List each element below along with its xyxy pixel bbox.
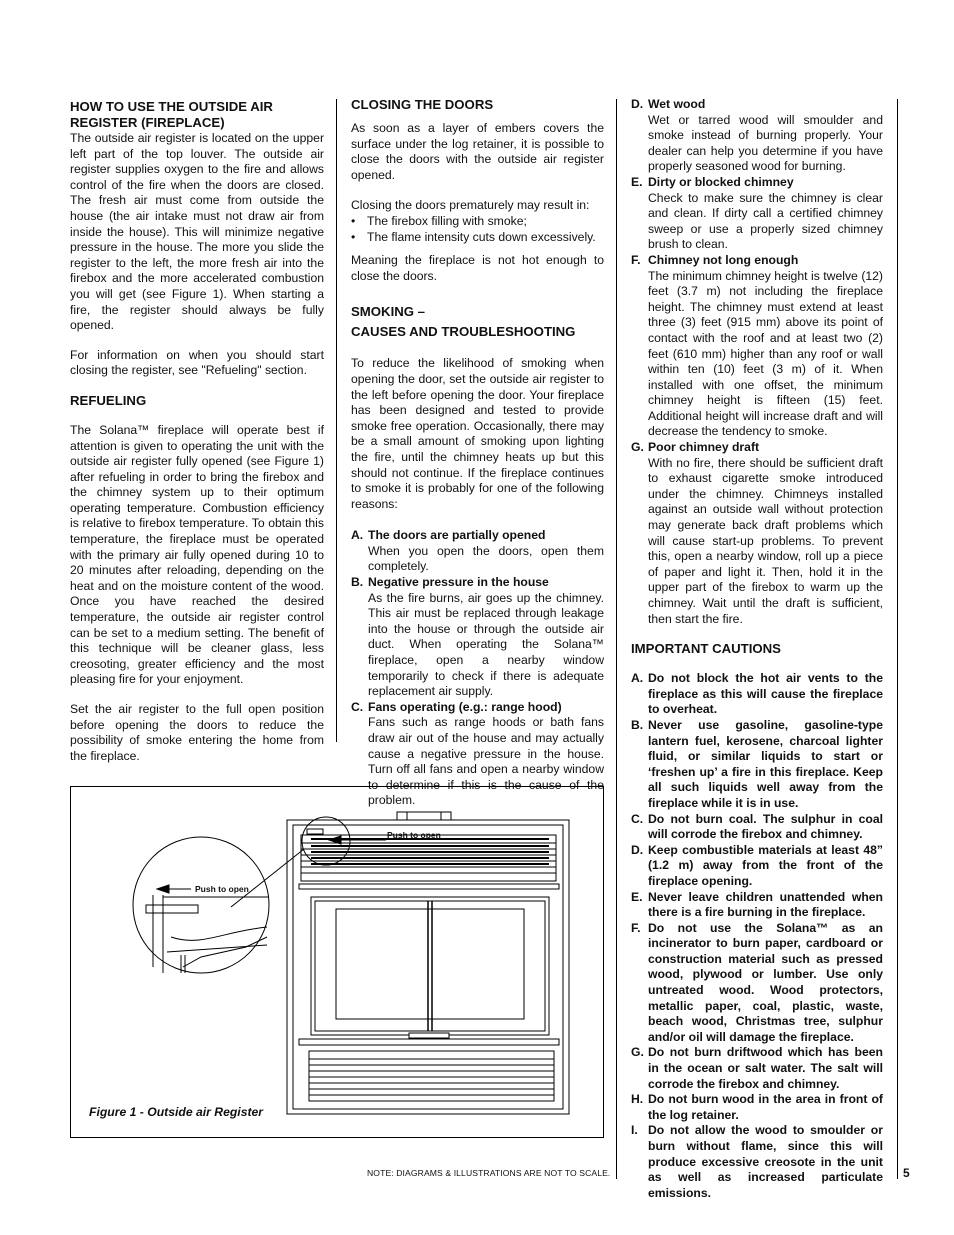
caution-item: C. Do not burn coal. The sulphur in coal will corrode the firebox and chimney. (631, 811, 883, 842)
figure-1-box (70, 786, 604, 1138)
column-divider-3 (897, 99, 898, 1179)
cause-item-e: E. Dirty or blocked chimney Check to make sure the chimney is clear and clean. If dirty call a certified chimney sweep or use a properly sized chimney brush to clean. (631, 174, 883, 252)
para-smoking: To reduce the likelihood of smoking when opening the door, set the outside air register to the left before opening the door. Your fireplace has been designed and tested to provide smoke free operation. Occasionally, there may be a small amount of smoking upon lighting the fire, until the chimney heats up but this should not continue. If the fireplace continues to smoke it is probably for one of the following reasons: (351, 356, 604, 511)
cause-item-a: A. The doors are partially opened When you open the doors, open them completely. (351, 528, 604, 574)
heading-refueling: REFUELING (70, 392, 147, 408)
cause-item-g: G. Poor chimney draft With no fire, there should be sufficient draft to exhaust cigarette smoke introduced under the chimney. Chimneys installed against an outside wall without protection may generate back draft problems which will cause start-up problems. To prevent this, open a nearby window, roll up a piece of paper and light it. Then, hold it in the upper part of the firebox to warm up the chimney. Wait until the draft is sufficient, then start the fire. (631, 440, 883, 626)
para-meaning: Meaning the fireplace is not hot enough to close the doors. (351, 253, 604, 283)
fireplace-diagram (71, 787, 603, 1137)
caution-item: B. Never use gasoline, gasoline-type lantern fuel, kerosene, charcoal lighter fluid, or similar liquids to start or ‘freshen up’ a fire in this fireplace. Keep all such liquids well away from the fireplace while it is in use. (631, 717, 883, 810)
para-set-register: Set the air register to the full open position before opening the doors to reduce the possibility of smoke entering the home from the fireplace. (70, 702, 324, 763)
caution-item: F. Do not use the Solana™ as an incinerator to burn paper, cardboard or construction material such as pressed wood, plywood or lumber. Use only untreated wood. Wood protectors, metallic paper, coal, plastic, waste, beach wood, Christmas tree, sulphur and/or oil will damage the fireplace. (631, 920, 883, 1044)
para-closing-premature: Closing the doors prematurely may result in: (351, 198, 590, 213)
bullet-item: • The firebox filling with smoke; (351, 213, 527, 228)
column-divider-1 (336, 99, 337, 742)
bullet-item: • The flame intensity cuts down excessively. (351, 229, 596, 244)
causes-list-2 (631, 97, 883, 627)
para-register-info: For information on when you should start closing the register, see "Refueling" section. (70, 347, 324, 378)
causes-list-1 (351, 528, 604, 809)
para-refueling: The Solana™ fireplace will operate best if attention is given to operating the unit with the outside air register fully opened (see Figure 1) after refueling in order to bring the firebox and the chimney system up to their optimum operating temperature. Combustion efficiency is relative to firebox temperature. To obtain this temperature, the fireplace must be operated with the primary air fully opened during 10 to 20 minutes after reloading, depending on the heat and on the moisture content of the wood. Once you have reached the desired temperature, the outside air register control can be set to a medium setting. The benefit of this technique will be cleaner glass, less creosoting, greater efficiency and the most pleasing fire for your enjoyment. (70, 422, 324, 687)
heading-important-cautions: IMPORTANT CAUTIONS (631, 641, 781, 657)
caution-item: D. Keep combustible materials at least 48” (1.2 m) away from the front of the fireplace opening. (631, 842, 883, 888)
heading-outside-air-register: HOW TO USE THE OUTSIDE AIR REGISTER (FIREPLACE) (70, 99, 273, 130)
caution-item: E. Never leave children unattended when there is a fire burning in the fireplace. (631, 889, 883, 920)
cause-item-d: D. Wet wood Wet or tarred wood will smoulder and smoke instead of burning properly. Your dealer can help you determine if you have properly seasoned wood for burning. (631, 97, 883, 174)
column-2 (351, 97, 604, 809)
cautions-list (631, 671, 883, 1201)
caution-item: A. Do not block the hot air vents to the fireplace as this will cause the fireplace to overheat. (631, 671, 883, 717)
cause-item-f: F. Chimney not long enough The minimum chimney height is twelve (12) feet (3.7 m) not including the fireplace height. The chimney must extend at least three (3) feet (915 mm) above its point of contact with the roof and at least two (2) feet (610 mm) higher than any roof or wall within ten (10) feet (3 m) of it. When installed with one offset, the minimum chimney height is fifteen (15) feet. Additional height will increase draft and will decrease the tendency to smoke. (631, 252, 883, 439)
push-to-open-label-zoom: Push to open (195, 884, 249, 894)
cause-item-b: B. Negative pressure in the house As the fire burns, air goes up the chimney. This air must be replaced through leakage into the house or through the outside air duct. When operating the Solana™ fireplace, open a nearby window temporarily to check if there is adequate replacement air supply. (351, 575, 604, 699)
page-number: 5 (903, 1166, 910, 1180)
figure-caption: Figure 1 - Outside air Register (89, 1105, 264, 1119)
para-outside-air-register: The outside air register is located on the upper left part of the top louver. The outside air register supplies oxygen to the fire and allows control of the fire when the doors are closed. The fresh air must come from outside the house (the air intake must not draw air from inside the house). This will minimize negative pressure in the house. The more you slide the register to the left, the more fresh air into the firebox and the more accelerated combustion you will get (see Figure 1). When starting a fire, the register should always be fully opened. (70, 131, 324, 333)
heading-smoking: SMOKING – CAUSES AND TROUBLESHOOTING (351, 304, 576, 340)
caution-item: H. Do not burn wood in the area in front of the log retainer. (631, 1092, 883, 1122)
column-3 (631, 97, 883, 1201)
push-to-open-label-top: Push to open (387, 830, 441, 840)
cause-item-c: C. Fans operating (e.g.: range hood) Fans such as range hoods or bath fans draw air out of the house and may actually cause a negative pressure in the house. Turn off all fans and open a nearby window to determine if this is the cause of the problem. (351, 699, 604, 808)
caution-item: G. Do not burn driftwood which has been in the ocean or salt water. The salt will corrode the firebox and chimney. (631, 1045, 883, 1091)
column-divider-2 (616, 99, 617, 1179)
heading-closing-doors: CLOSING THE DOORS (351, 97, 494, 112)
column-1 (70, 99, 324, 778)
para-closing-doors: As soon as a layer of embers covers the surface under the log retainer, it is possible to close the doors with the outside air register opened. (351, 121, 604, 182)
caution-item: I. Do not allow the wood to smoulder or burn without flame, since this will produce excessive creosote in the unit as well as increased particulate emissions. (631, 1123, 883, 1200)
footer-note: NOTE: DIAGRAMS & ILLUSTRATIONS ARE NOT TO SCALE. (367, 1168, 611, 1178)
